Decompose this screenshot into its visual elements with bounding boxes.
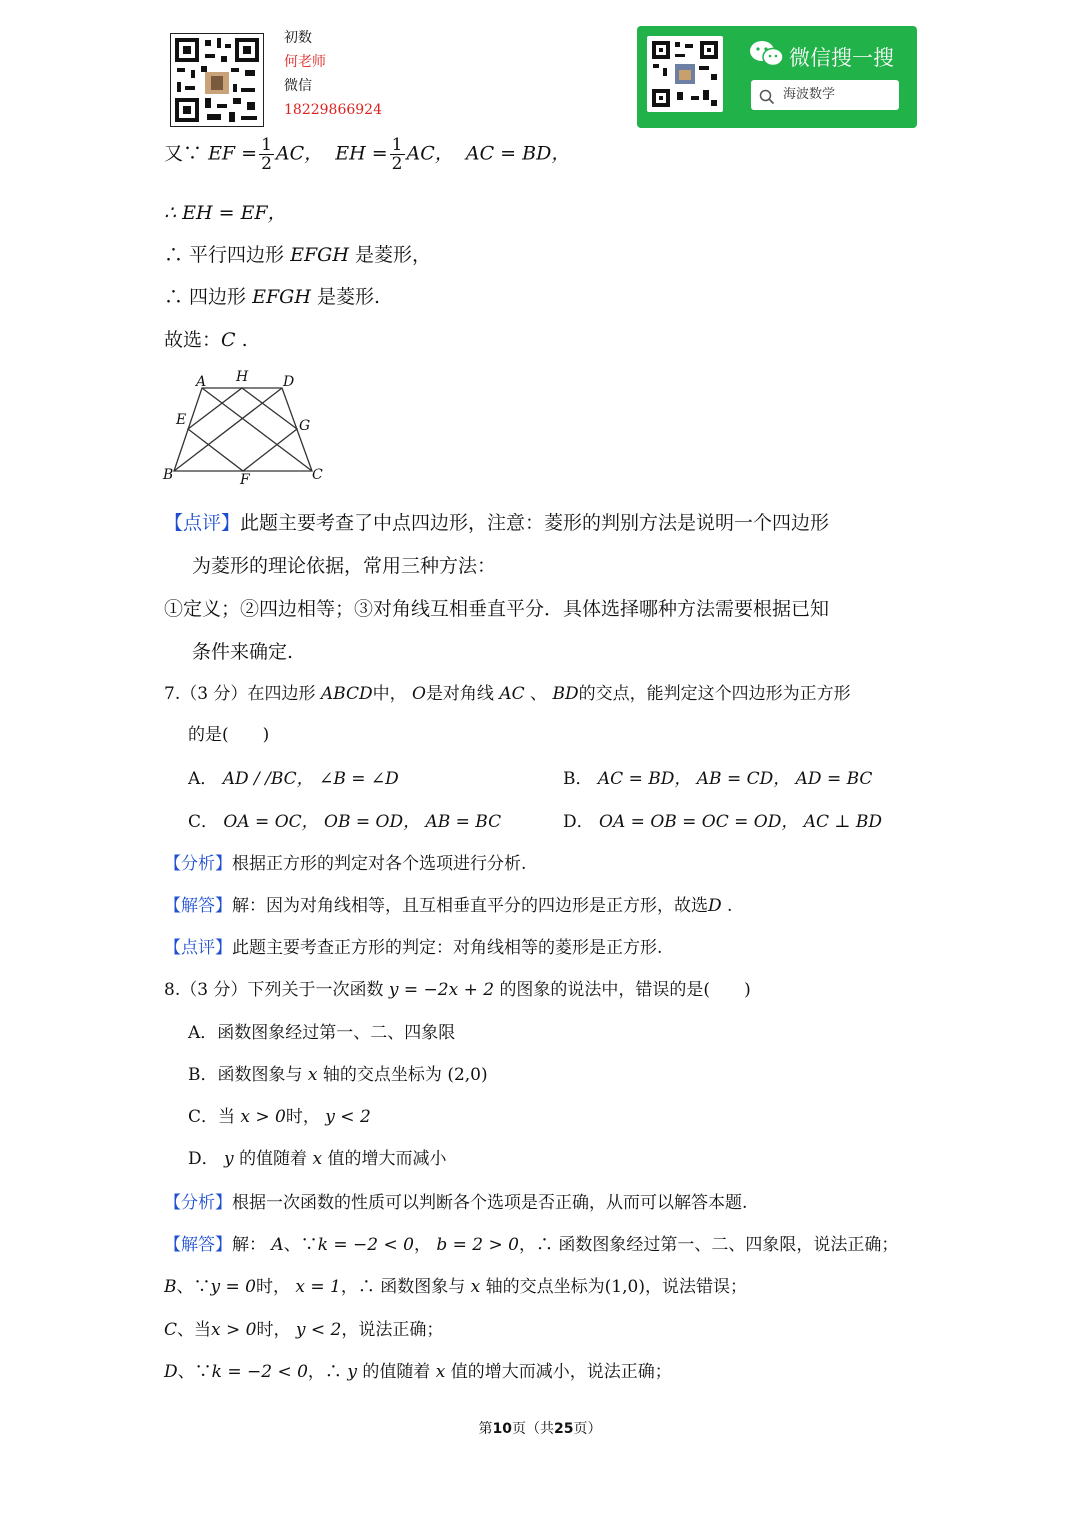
label-C: C: [312, 467, 323, 483]
trapezoid-figure: [160, 366, 330, 494]
contact-line1: 初数: [284, 30, 312, 46]
q7-analysis: 【分析】根据正方形的判定对各个选项进行分析.: [164, 854, 527, 874]
contact-info: [284, 26, 382, 122]
page-footer: 第10页（共25页）: [478, 1421, 602, 1437]
label-D: D: [283, 374, 295, 390]
q7-option-c: C． OA = OC， OB = OD， AB = BC: [188, 812, 502, 832]
contact-phone: 18229866924: [284, 102, 382, 118]
wechat-banner-title: 微信搜一搜: [789, 46, 894, 70]
q8-answer-c: C、当x > 0时， y < 2，说法正确；: [164, 1320, 444, 1340]
q8-stem: 8.（3 分）下列关于一次函数 y = −2x + 2 的图象的说法中，错误的是( ): [164, 980, 751, 1000]
q7-stem-1: 7.（3 分）在四边形 ABCD中， O是对角线 AC 、 BD的交点，能判定这个四边形为正方形: [164, 684, 851, 704]
q6-conclusion: 故选：C .: [164, 329, 248, 351]
page-number: 10: [492, 1421, 512, 1437]
q6-line-1: 又∵ EF = $\frac{1}{2}$ AC， EH = $\frac{1}{2}$ AC， AC = BD，: [164, 135, 571, 174]
wechat-qr-code: [647, 36, 723, 112]
q7-option-a: A． AD / /BC， ∠B = ∠D: [188, 769, 399, 789]
wechat-search-box[interactable]: [751, 80, 899, 110]
q7-stem-2: 的是( ): [188, 725, 270, 745]
label-H: H: [236, 369, 249, 385]
wechat-search-banner: [637, 26, 917, 128]
q8-answer-a: 【解答】解： A、∵k = −2 < 0， b = 2 > 0，∴ 函数图象经过第一、二、四象限，说法正确；: [164, 1235, 899, 1255]
q8-answer-d: D、∵k = −2 < 0，∴ y 的值随着 x 值的增大而减小，说法正确；: [164, 1362, 672, 1382]
q7-option-b: B． AC = BD， AB = CD， AD = BC: [563, 769, 873, 789]
label-A: A: [196, 374, 207, 390]
label-B: B: [163, 467, 174, 483]
q6-line-2: ∴ EH = EF，: [164, 202, 287, 224]
q8-analysis: 【分析】根据一次函数的性质可以判断各个选项是否正确，从而可以解答本题.: [164, 1193, 748, 1213]
contact-line3: 微信: [284, 78, 312, 94]
label-F: F: [240, 472, 250, 488]
label-E: E: [176, 412, 187, 428]
q6-comment-2: 为菱形的理论依据，常用三种方法：: [192, 555, 497, 577]
q6-line-3: ∴ 平行四边形 EFGH 是菱形，: [164, 244, 431, 266]
q6-comment-4: 条件来确定.: [192, 641, 294, 663]
label-G: G: [299, 418, 311, 434]
q8-option-b: B．函数图象与 x 轴的交点坐标为 (2,0): [188, 1065, 488, 1085]
search-icon: [759, 87, 775, 117]
qr-code: [170, 33, 264, 127]
q8-option-a: A．函数图象经过第一、二、四象限: [188, 1023, 456, 1043]
q6-comment-1: 【点评】此题主要考查了中点四边形，注意：菱形的判别方法是说明一个四边形: [164, 512, 830, 534]
q7-option-d: D． OA = OB = OC = OD， AC ⊥ BD: [563, 812, 882, 832]
q7-comment: 【点评】此题主要考查正方形的判定：对角线相等的菱形是正方形.: [164, 938, 663, 958]
wechat-logo-icon: [749, 40, 785, 72]
q6-comment-3: ①定义；②四边相等；③对角线互相垂直平分．具体选择哪种方法需要根据已知: [164, 598, 830, 620]
q8-option-c: C．当 x > 0时， y < 2: [188, 1107, 371, 1127]
q7-answer: 【解答】解：因为对角线相等，且互相垂直平分的四边形是正方形，故选D .: [164, 896, 733, 916]
contact-name: 何老师: [284, 54, 326, 70]
q8-answer-b: B、∵y = 0时， x = 1，∴ 函数图象与 x 轴的交点坐标为(1,0)，说法错误；: [164, 1277, 747, 1297]
page-total: 25: [554, 1421, 574, 1437]
wechat-search-text: 海波数学: [783, 87, 836, 102]
q6-line-4: ∴ 四边形 EFGH 是菱形.: [164, 286, 380, 308]
q8-option-d: D． y 的值随着 x 值的增大而减小: [188, 1149, 447, 1169]
